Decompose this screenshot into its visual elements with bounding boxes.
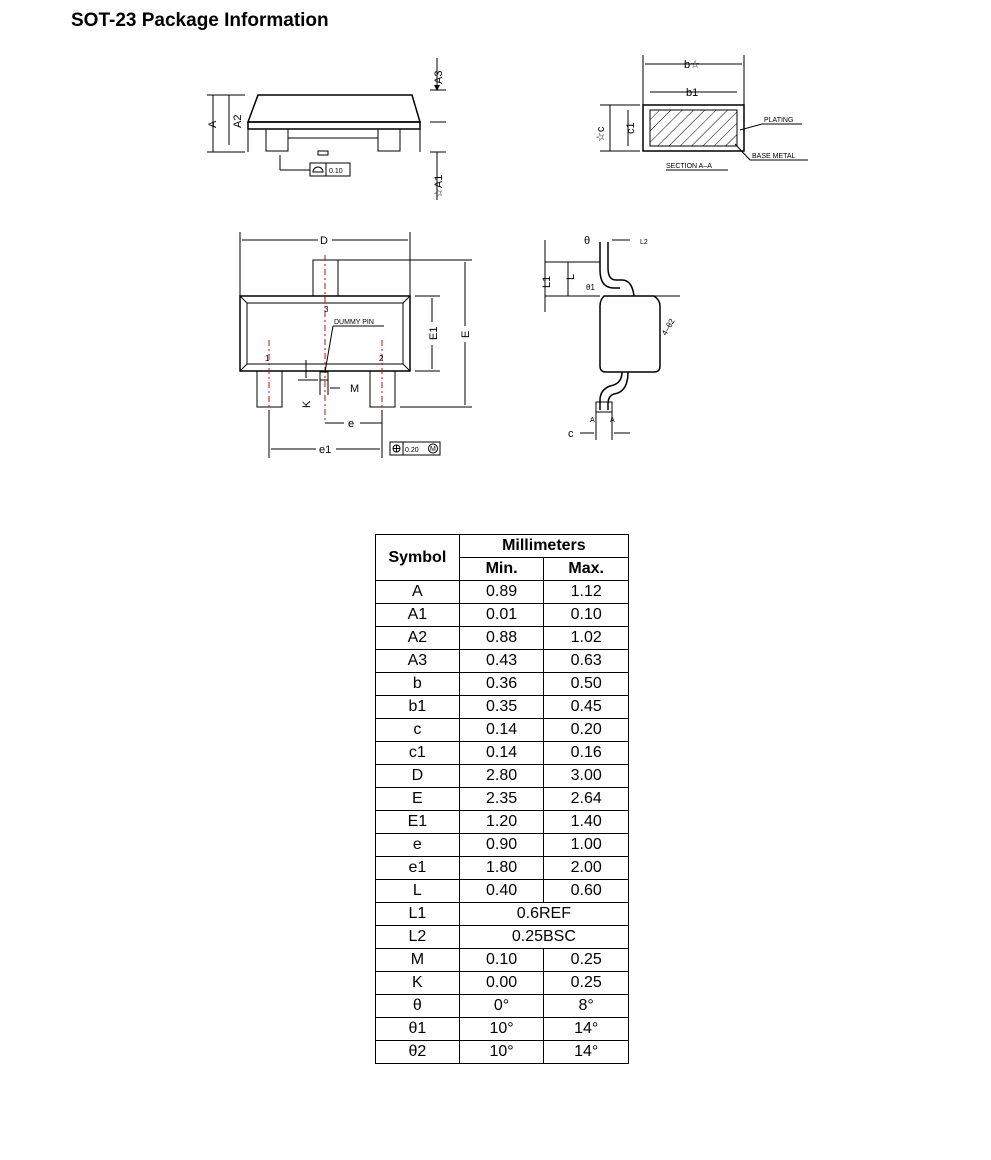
symbol-cell: A2 (376, 627, 460, 650)
dim-L2: L2 (640, 239, 648, 246)
flatness-value: 0.10 (329, 168, 343, 175)
plating-label: PLATING (764, 117, 794, 124)
max-value-cell: 0.25 (544, 972, 629, 995)
dim-theta: θ (584, 235, 591, 247)
dim-theta2: 4–θ2 (659, 317, 677, 337)
max-value-cell: 1.00 (544, 834, 629, 857)
dim-theta1: θ1 (586, 283, 595, 292)
table-row (376, 742, 629, 765)
table-row (376, 788, 629, 811)
symbol-cell: c1 (376, 742, 460, 765)
symbol-cell: L2 (376, 926, 460, 949)
min-value-cell: 0.36 (459, 673, 544, 696)
max-value-cell: 0.20 (544, 719, 629, 742)
dim-e: e (348, 418, 355, 430)
pin2-label: 2 (379, 354, 384, 363)
symbol-cell: M (376, 949, 460, 972)
symbol-cell: D (376, 765, 460, 788)
symbol-cell: c (376, 719, 460, 742)
max-value-cell: 1.02 (544, 627, 629, 650)
table-row (376, 857, 629, 880)
base-metal-label: BASE METAL (752, 153, 796, 160)
dim-M: M (350, 383, 360, 395)
dim-L1: L1 (541, 275, 553, 288)
min-value-cell: 1.80 (459, 857, 544, 880)
max-value-cell: 14° (544, 1018, 629, 1041)
table-row (376, 995, 629, 1018)
min-value-cell: 0.90 (459, 834, 544, 857)
symbol-cell: θ2 (376, 1041, 460, 1064)
page-title: SOT-23 Package Information (71, 10, 329, 31)
max-value-cell: 2.00 (544, 857, 629, 880)
section-label: SECTION A–A (666, 163, 712, 170)
dim-b: b☆ (684, 59, 700, 71)
table-row (376, 926, 629, 949)
max-value-cell: 1.12 (544, 581, 629, 604)
pin1-label: 1 (265, 354, 270, 363)
max-value-cell: 0.63 (544, 650, 629, 673)
table-row (376, 604, 629, 627)
symbol-cell: L1 (376, 903, 460, 926)
symbol-cell: K (376, 972, 460, 995)
min-value-cell: 1.20 (459, 811, 544, 834)
min-value-cell: 0.89 (459, 581, 544, 604)
symbol-cell: θ (376, 995, 460, 1018)
min-value-cell: 10° (459, 1018, 544, 1041)
position-tolerance: 0.20 (405, 447, 419, 454)
table-row (376, 949, 629, 972)
symbol-cell: θ1 (376, 1018, 460, 1041)
section-view (595, 55, 808, 170)
symbol-cell: e1 (376, 857, 460, 880)
symbol-cell: A3 (376, 650, 460, 673)
dim-c: ☆c (595, 126, 607, 142)
dim-A1: ☆A1 (433, 174, 445, 198)
dim-b1: b1 (686, 87, 699, 99)
package-drawing (0, 0, 991, 500)
side-view (207, 58, 446, 200)
max-value-cell: 0.45 (544, 696, 629, 719)
max-value-cell: 0.16 (544, 742, 629, 765)
min-value-cell: 0.35 (459, 696, 544, 719)
dim-L: L (565, 273, 577, 280)
max-value-cell: 0.25 (544, 949, 629, 972)
symbol-cell: E1 (376, 811, 460, 834)
table-row (376, 972, 629, 995)
table-row (376, 1041, 629, 1064)
unit-header: Millimeters (459, 535, 628, 558)
symbol-cell: E (376, 788, 460, 811)
max-value-cell: 0.50 (544, 673, 629, 696)
table-row (376, 719, 629, 742)
min-header: Min. (459, 558, 544, 581)
min-value-cell: 2.80 (459, 765, 544, 788)
max-value-cell: 14° (544, 1041, 629, 1064)
symbol-cell: e (376, 834, 460, 857)
max-value-cell: 2.64 (544, 788, 629, 811)
span-value-cell: 0.25BSC (459, 926, 628, 949)
max-value-cell: 8° (544, 995, 629, 1018)
table-row (376, 673, 629, 696)
dim-E: E (460, 330, 472, 338)
table-row (376, 765, 629, 788)
max-value-cell: 1.40 (544, 811, 629, 834)
dim-E1: E1 (428, 326, 440, 340)
table-row (376, 903, 629, 926)
min-value-cell: 2.35 (459, 788, 544, 811)
min-value-cell: 0° (459, 995, 544, 1018)
table-row (376, 627, 629, 650)
max-value-cell: 0.60 (544, 880, 629, 903)
min-value-cell: 0.43 (459, 650, 544, 673)
min-value-cell: 0.14 (459, 742, 544, 765)
table-row (376, 880, 629, 903)
dummy-pin-label: DUMMY PIN (334, 319, 374, 326)
table-row (376, 811, 629, 834)
symbol-cell: L (376, 880, 460, 903)
min-value-cell: 10° (459, 1041, 544, 1064)
min-value-cell: 0.10 (459, 949, 544, 972)
position-modifier: M (430, 446, 436, 453)
max-value-cell: 0.10 (544, 604, 629, 627)
dim-c1: c1 (625, 122, 637, 134)
table-row (376, 1018, 629, 1041)
table-row (376, 650, 629, 673)
dim-c-lead: c (568, 428, 574, 440)
symbol-cell: b1 (376, 696, 460, 719)
dim-e1: e1 (319, 444, 332, 456)
symbol-cell: A (376, 581, 460, 604)
min-value-cell: 0.00 (459, 972, 544, 995)
dim-A: A (207, 120, 219, 128)
section-mark-a-right: A (610, 417, 615, 424)
min-value-cell: 0.88 (459, 627, 544, 650)
dim-A2: A2 (232, 114, 244, 128)
max-header: Max. (544, 558, 629, 581)
table-row (376, 696, 629, 719)
max-value-cell: 3.00 (544, 765, 629, 788)
dimension-table (375, 534, 629, 1064)
symbol-header: Symbol (376, 535, 460, 581)
table-row (376, 581, 629, 604)
pin3-label: 3 (324, 305, 329, 314)
table-row (376, 834, 629, 857)
min-value-cell: 0.14 (459, 719, 544, 742)
symbol-cell: b (376, 673, 460, 696)
top-view (240, 232, 472, 458)
span-value-cell: 0.6REF (459, 903, 628, 926)
lead-view (541, 235, 680, 440)
section-mark-a-left: A (590, 417, 595, 424)
min-value-cell: 0.01 (459, 604, 544, 627)
dim-K: K (301, 400, 313, 408)
dim-D: D (320, 235, 328, 247)
symbol-cell: A1 (376, 604, 460, 627)
dim-A3: A3 (433, 70, 445, 84)
min-value-cell: 0.40 (459, 880, 544, 903)
